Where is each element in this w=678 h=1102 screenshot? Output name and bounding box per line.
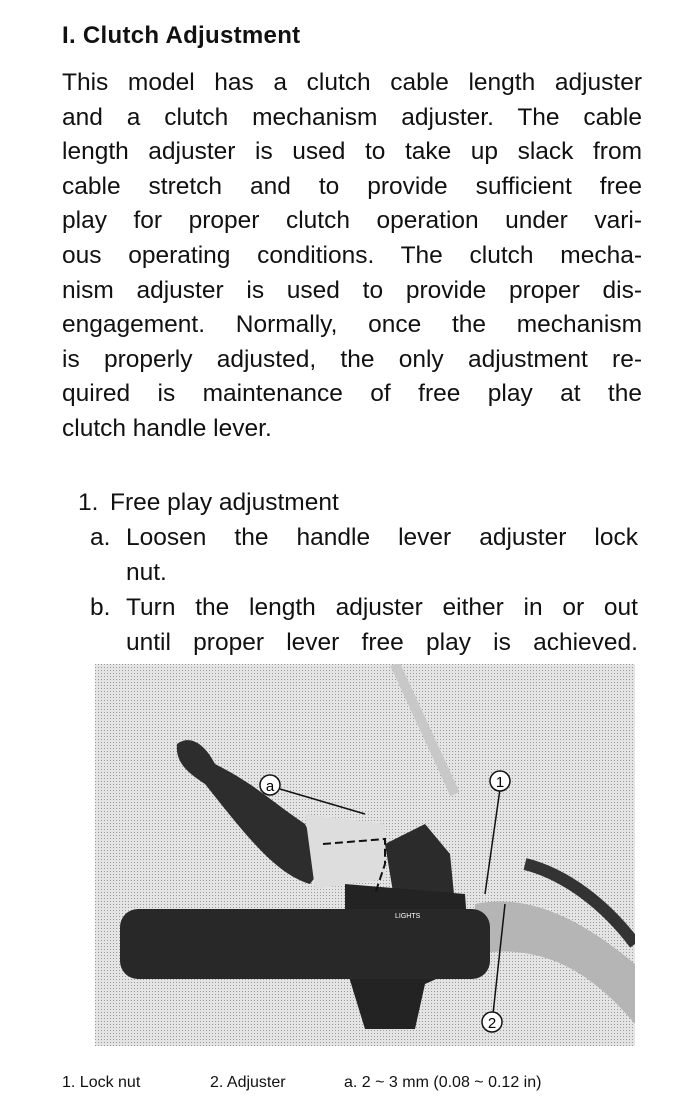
body-paragraph <box>62 66 642 447</box>
paragraph-line: This model has a clutch cable length adjuster <box>62 69 642 96</box>
paragraph-line: engagement. Normally, once the mechanism <box>62 311 642 339</box>
paragraph-line: is properly adjusted, the only adjustment re- <box>62 345 642 373</box>
svg-text:a: a <box>265 778 275 795</box>
step-a-line: nut. <box>126 559 167 586</box>
hand-grip <box>120 909 490 979</box>
switch-label: LIGHTS <box>395 913 421 920</box>
callout-2 <box>482 1012 502 1032</box>
svg-text:2: 2 <box>487 1015 497 1032</box>
paragraph-line: nism adjuster is used to provide proper dis- <box>62 276 642 304</box>
step-b-line: until proper lever free play is achieved. <box>126 629 638 656</box>
step-b-line: Turn the length adjuster either in or out <box>126 594 638 621</box>
step-1-number: 1. <box>78 489 99 516</box>
step-a-letter: a. <box>90 524 111 551</box>
clutch-lever-photo <box>95 664 635 1046</box>
svg-text:1: 1 <box>495 774 505 791</box>
step-a-line: Loosen the handle lever adjuster lock <box>126 524 638 551</box>
paragraph-line: and a clutch mechanism adjuster. The cable <box>62 103 642 131</box>
paragraph-line: quired is maintenance of free play at the <box>62 380 642 408</box>
paragraph-line: length adjuster is used to take up slack from <box>62 138 642 166</box>
caption-adjuster: 2. Adjuster <box>210 1074 286 1091</box>
paragraph-line: ous operating conditions. The clutch mecha- <box>62 241 642 269</box>
paragraph-line: play for proper clutch operation under vari- <box>62 207 642 235</box>
callout-a <box>260 775 280 795</box>
step-1-label: Free play adjustment <box>110 489 339 516</box>
lever-gap <box>305 814 385 889</box>
caption-lock-nut: 1. Lock nut <box>62 1074 141 1091</box>
paragraph-line: cable stretch and to provide sufficient free <box>62 172 642 200</box>
paragraph-line: clutch handle lever. <box>62 414 272 442</box>
section-title: I. Clutch Adjustment <box>62 22 301 49</box>
callout-1 <box>490 771 510 791</box>
caption-free-play: a. 2 ~ 3 mm (0.08 ~ 0.12 in) <box>344 1074 542 1091</box>
step-b-letter: b. <box>90 594 111 621</box>
